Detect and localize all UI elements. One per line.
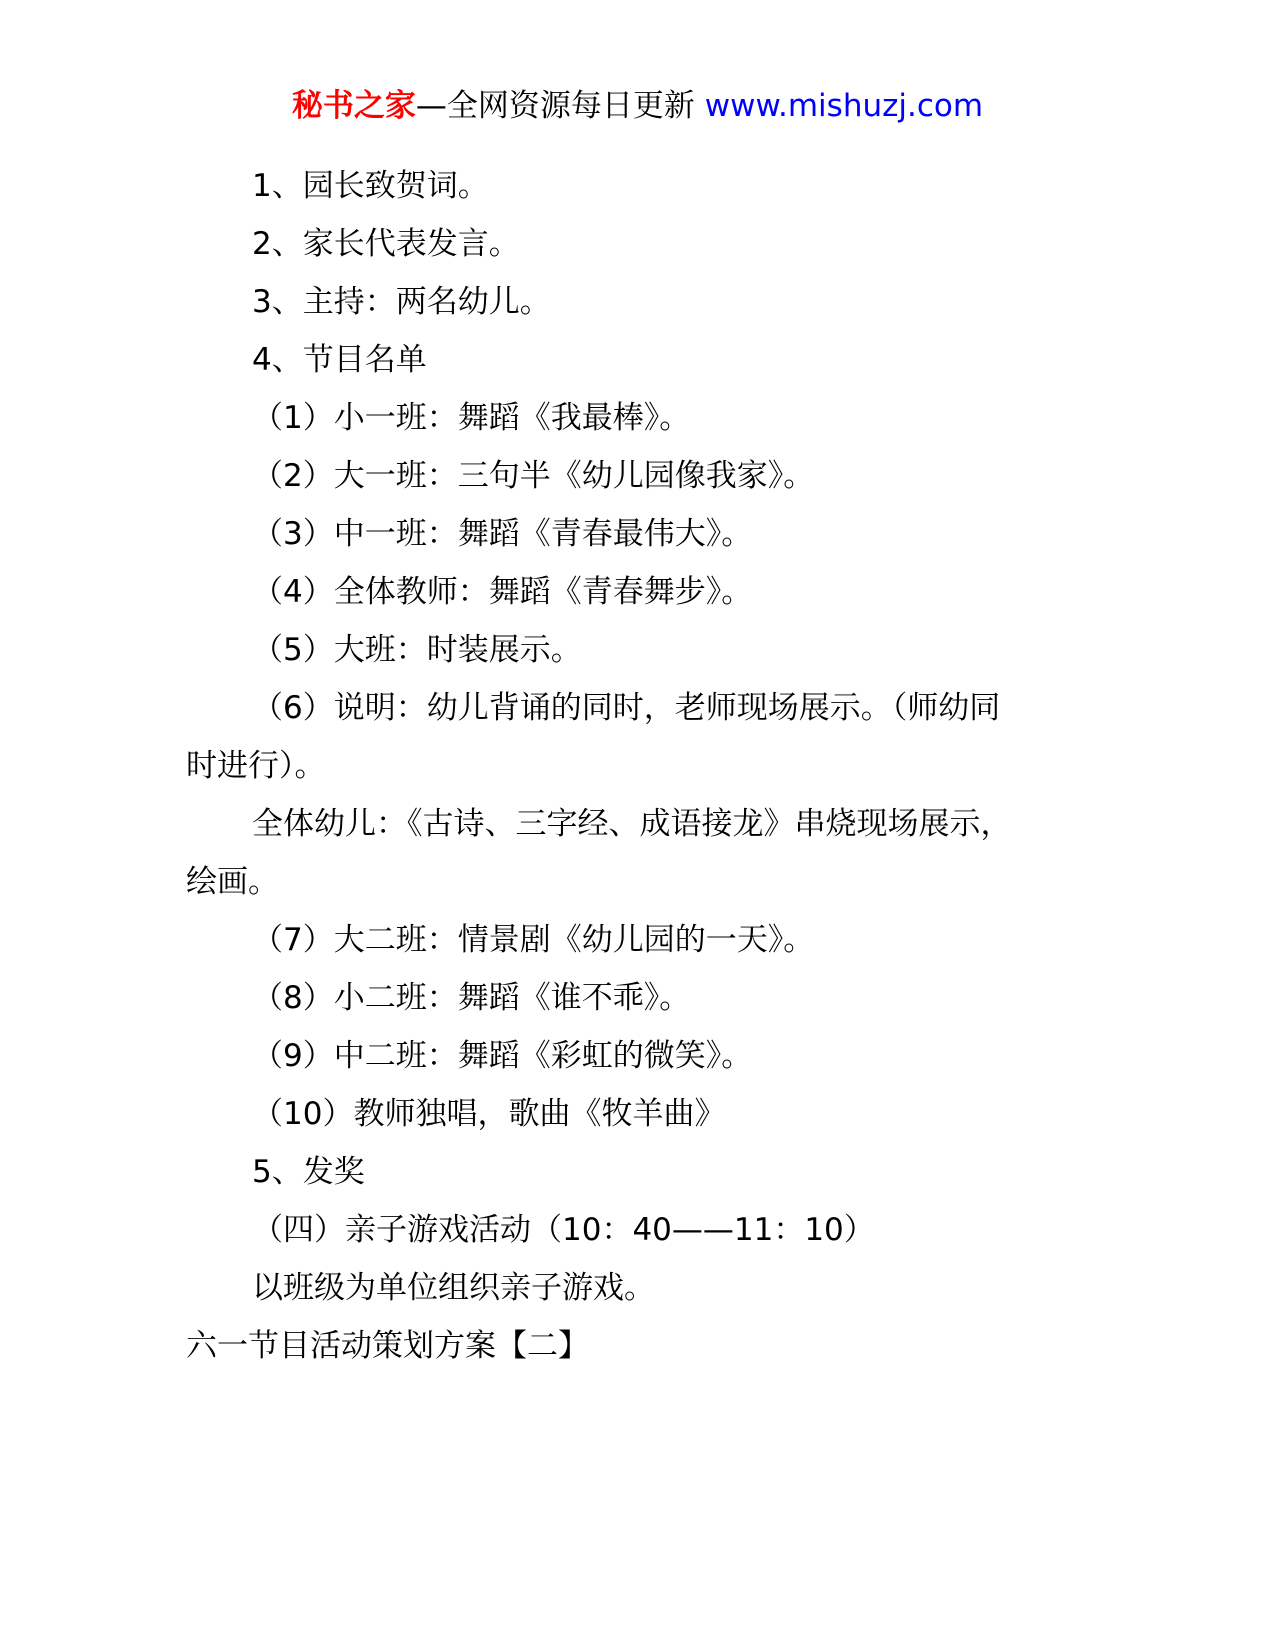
text-line: （四）亲子游戏活动（10：40——11：10） [252,1212,875,1248]
program-item: （6）说明：幼儿背诵的同时，老师现场展示。（师幼同 [252,690,1001,726]
text-line-continuation: 绘画。 [186,864,279,900]
text-line: 3、主持：两名幼儿。 [252,284,551,320]
text-line: 5、发奖 [252,1154,365,1190]
text-line: 4、节目名单 [252,342,427,378]
text-line: 全体幼儿：《古诗、三字经、成语接龙》串烧现场展示， [252,806,1012,842]
text-line: 1、园长致贺词。 [252,168,489,204]
program-item: （2）大一班：三句半《幼儿园像我家》。 [252,458,815,494]
text-line: 以班级为单位组织亲子游戏。 [252,1270,655,1306]
text-line: 2、家长代表发言。 [252,226,520,262]
program-item: （7）大二班：情景剧《幼儿园的一天》。 [252,922,815,958]
program-item: （5）大班：时装展示。 [252,632,582,668]
header-tagline: —全网资源每日更新 [415,88,695,124]
document-body [186,157,1086,1375]
brand-name: 秘书之家 [291,88,416,124]
program-item: （9）中二班：舞蹈《彩虹的微笑》。 [252,1038,753,1074]
program-item: （4）全体教师：舞蹈《青春舞步》。 [252,574,753,610]
program-item: （3）中一班：舞蹈《青春最伟大》。 [252,516,753,552]
program-item: （10）教师独唱，歌曲《牧羊曲》 [252,1096,726,1132]
program-item: （8）小二班：舞蹈《谁不乖》。 [252,980,691,1016]
program-item: （1）小一班：舞蹈《我最棒》。 [252,400,691,436]
section-title: 六一节目活动策划方案【二】 [186,1328,589,1364]
header-url-link[interactable]: www.mishuzj.com [704,88,984,124]
text-line-continuation: 时进行）。 [186,748,326,784]
page-header [0,86,1275,126]
